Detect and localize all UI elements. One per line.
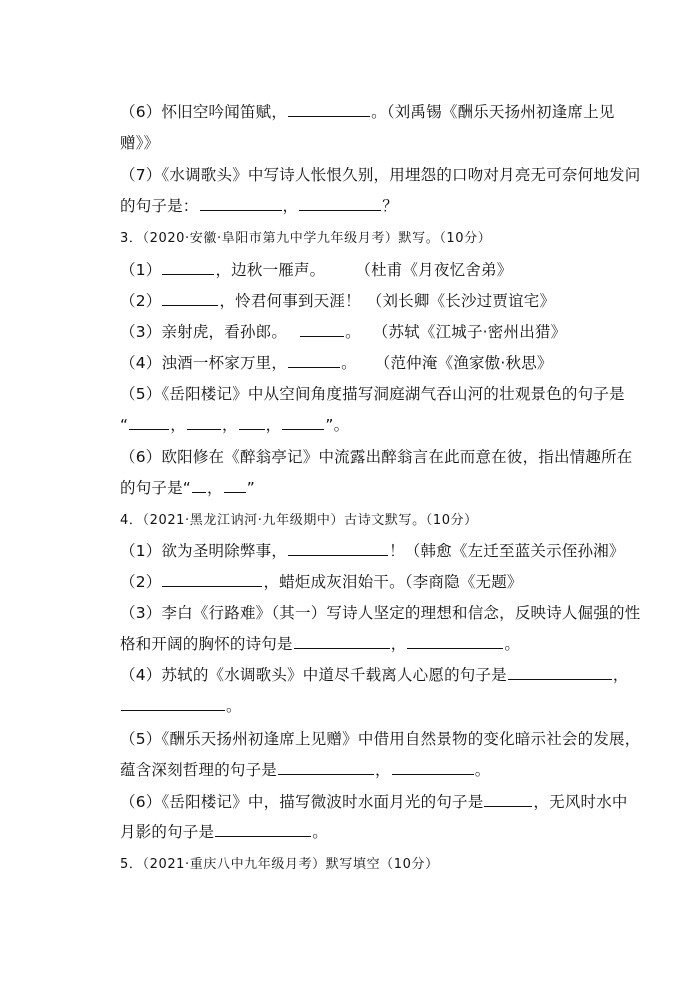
text-segment: （4）苏轼的《水调歌头》中道尽千载离人心愿的句子是	[120, 666, 507, 684]
text-segment: 。（刘禹锡《酬乐天扬州初逢席上见	[371, 103, 615, 121]
answer-blank[interactable]	[300, 322, 344, 337]
question-item	[120, 102, 615, 122]
text-segment: （苏轼《江城子·密州出猎》	[372, 323, 567, 341]
text-segment: ”。	[325, 416, 350, 434]
answer-blank[interactable]	[162, 291, 218, 306]
text-segment: （4）浊酒一杯家万里，	[120, 354, 288, 372]
text-segment: （5）《岳阳楼记》中从空间角度描写洞庭湖气吞山河的壮观景色的句子是	[120, 385, 625, 403]
question-item	[120, 478, 255, 498]
question-item	[120, 760, 490, 780]
heading-text: 5．（2021·重庆八中九年级月考）默写填空（10分）	[120, 857, 439, 872]
answer-blank[interactable]	[162, 260, 214, 275]
text-segment: ，	[207, 479, 223, 497]
text-segment: （杜甫《月夜忆舍弟》	[355, 261, 513, 279]
answer-blank[interactable]	[288, 353, 340, 368]
question-item	[120, 165, 640, 185]
text-segment: （1）欲为圣明除弊事，	[120, 542, 288, 560]
text-segment: ，	[375, 761, 391, 779]
answer-blank[interactable]	[299, 196, 381, 211]
text-segment: （6）《岳阳楼记》中，描写微波时水面月光的句子是	[120, 793, 484, 811]
section-heading	[120, 229, 491, 249]
text-segment: 。	[474, 761, 491, 779]
answer-blank[interactable]	[278, 760, 374, 775]
answer-blank[interactable]	[239, 415, 265, 430]
text-segment: （1）	[120, 261, 162, 279]
text-segment: 。	[504, 635, 521, 653]
answer-blank[interactable]	[192, 478, 206, 493]
text-segment: 赠》》	[120, 134, 160, 152]
answer-blank[interactable]	[294, 634, 390, 649]
text-segment: ，	[265, 416, 282, 434]
text-segment: （3）李白《行路难》（其一）写诗人坚定的理想和信念，反映诗人倔强的性	[120, 604, 641, 622]
question-item	[120, 792, 628, 812]
answer-blank[interactable]	[392, 760, 474, 775]
question-item	[120, 260, 512, 280]
text-segment: （2）	[120, 573, 162, 591]
text-segment: （3）亲射虎，看孙郎。	[120, 323, 288, 341]
text-segment: ，怜君何事到天涯！	[219, 292, 361, 310]
question-item	[120, 447, 632, 467]
text-segment: （6）欧阳修在《醉翁亭记》中流露出醉翁言在此而意在彼，指出情趣所在	[120, 448, 633, 466]
text-segment: 格和开阔的胸怀的诗句是	[120, 635, 293, 653]
text-segment: 的句子是：	[120, 197, 199, 215]
text-segment: ，	[221, 416, 238, 434]
question-item	[120, 822, 328, 842]
question-item	[120, 729, 640, 749]
answer-blank[interactable]	[121, 696, 225, 711]
question-item	[120, 322, 566, 342]
text-segment: ，	[390, 635, 407, 653]
text-segment: ，	[170, 416, 186, 434]
text-segment: 。	[312, 823, 328, 841]
answer-blank[interactable]	[288, 541, 388, 556]
question-item	[120, 133, 159, 153]
text-segment: （5）《酬乐天扬州初逢席上见赠》中借用自然景物的变化暗示社会的发展，	[120, 730, 641, 748]
heading-text: 3．（2020·安徽·阜阳市第九中学九年级月考）默写。（10分）	[120, 231, 492, 246]
text-segment: （刘长卿《长沙过贾谊宅》	[366, 292, 556, 310]
answer-blank[interactable]	[508, 665, 612, 680]
question-item	[120, 572, 523, 592]
text-segment: ？	[382, 197, 398, 215]
answer-blank[interactable]	[162, 572, 262, 587]
question-item	[120, 665, 629, 685]
question-item	[120, 603, 640, 623]
heading-text: 4．（2021·黑龙江讷河·九年级期中）古诗文默写。（10分）	[120, 513, 478, 528]
text-segment: 。	[345, 323, 361, 341]
text-segment: （2）	[120, 292, 162, 310]
answer-blank[interactable]	[215, 822, 311, 837]
text-segment: 蕴含深刻哲理的句子是	[120, 761, 278, 779]
text-segment: 。	[226, 697, 242, 715]
answer-blank[interactable]	[129, 415, 169, 430]
answer-blank[interactable]	[288, 102, 370, 117]
answer-blank[interactable]	[282, 415, 324, 430]
text-segment: ”	[246, 479, 255, 497]
question-item	[120, 696, 242, 716]
question-item	[120, 353, 553, 373]
text-segment: 的句子是“	[120, 479, 192, 497]
question-item	[120, 384, 625, 404]
answer-blank[interactable]	[187, 415, 221, 430]
text-segment: （6）怀旧空吟闻笛赋，	[120, 103, 288, 121]
text-segment: “	[120, 416, 129, 434]
answer-blank[interactable]	[224, 478, 246, 493]
answer-blank[interactable]	[200, 196, 282, 211]
text-segment: ，无风时水中	[533, 793, 628, 811]
text-segment: （范仲淹《渔家傲·秋思》	[374, 354, 553, 372]
question-item	[120, 541, 625, 561]
text-segment: ！（韩愈《左迁至蓝关示侄孙湘》	[389, 542, 625, 560]
answer-blank[interactable]	[484, 792, 532, 807]
text-segment: ，	[282, 197, 299, 215]
question-item	[120, 196, 398, 216]
text-segment: 月影的句子是	[120, 823, 215, 841]
question-item	[120, 291, 555, 311]
question-item	[120, 634, 520, 654]
text-segment: 。	[341, 354, 357, 372]
text-segment: ，蜡炬成灰泪始干。（李商隐《无题》	[263, 573, 523, 591]
question-item	[120, 415, 349, 435]
text-segment: ，	[612, 666, 629, 684]
section-heading	[120, 855, 439, 875]
text-segment: （7）《水调歌头》中写诗人怅恨久别，用埋怨的口吻对月亮无可奈何地发问	[120, 166, 641, 184]
text-segment: ，边秋一雁声。	[215, 261, 326, 279]
section-heading	[120, 511, 478, 531]
answer-blank[interactable]	[407, 634, 503, 649]
